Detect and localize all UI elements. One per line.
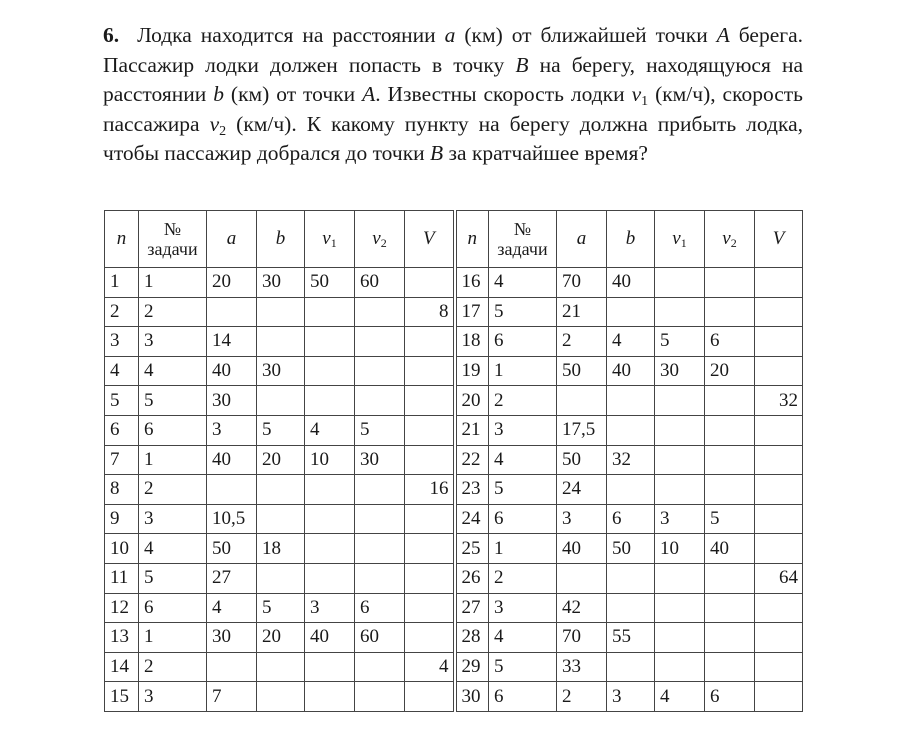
cell-v2 [705, 268, 755, 298]
point-a: A [716, 23, 730, 47]
table-header-row [105, 211, 803, 268]
problem-text: Лодка находится на расстоянии [137, 23, 445, 47]
cell-task: 6 [489, 504, 557, 534]
cell-a: 30 [207, 623, 257, 653]
cell-task: 4 [489, 623, 557, 653]
cell-v1 [655, 445, 705, 475]
cell-b: 20 [257, 623, 305, 653]
cell-a [557, 563, 607, 593]
cell-v1: 5 [655, 327, 705, 357]
cell-v2 [705, 652, 755, 682]
cell-V [405, 504, 455, 534]
cell-b [257, 504, 305, 534]
cell-v2: 5 [355, 415, 405, 445]
cell-V [405, 327, 455, 357]
cell-V [755, 475, 803, 505]
cell-v1 [655, 268, 705, 298]
cell-v2: 20 [705, 356, 755, 386]
cell-n: 1 [105, 268, 139, 298]
cell-v2 [705, 475, 755, 505]
cell-v1 [305, 386, 355, 416]
cell-v1 [655, 475, 705, 505]
cell-a: 7 [207, 682, 257, 712]
table-row [105, 386, 803, 416]
cell-n: 19 [455, 356, 489, 386]
problem-text: берега. Пассажир лодки должен попасть в точку [103, 23, 804, 77]
cell-n: 20 [455, 386, 489, 416]
cell-V [405, 415, 455, 445]
cell-v1: 30 [655, 356, 705, 386]
cell-V [755, 297, 803, 327]
cell-v2 [355, 297, 405, 327]
variants-table [104, 210, 803, 712]
cell-a: 70 [557, 268, 607, 298]
problem-text: на берегу, находящуюся на расстоянии [103, 52, 803, 106]
cell-task: 5 [489, 475, 557, 505]
cell-n: 4 [105, 356, 139, 386]
cell-task: 3 [139, 504, 207, 534]
cell-v2 [355, 504, 405, 534]
cell-task: 6 [489, 327, 557, 357]
cell-a [207, 297, 257, 327]
table-row [105, 682, 803, 712]
problem-text: (км/ч), скорость пассажира [103, 82, 803, 136]
cell-b [607, 297, 655, 327]
cell-v2: 30 [355, 445, 405, 475]
cell-task: 1 [489, 356, 557, 386]
cell-V [755, 623, 803, 653]
cell-v2: 60 [355, 623, 405, 653]
cell-n: 9 [105, 504, 139, 534]
cell-a: 3 [557, 504, 607, 534]
cell-V [405, 563, 455, 593]
table-row [105, 268, 803, 298]
cell-n: 8 [105, 475, 139, 505]
cell-task: 2 [139, 475, 207, 505]
cell-v2 [705, 563, 755, 593]
cell-a: 27 [207, 563, 257, 593]
cell-task: 3 [489, 593, 557, 623]
cell-task: 4 [139, 356, 207, 386]
header-task-no: № задачи [139, 211, 207, 268]
cell-v2 [355, 386, 405, 416]
cell-b [607, 386, 655, 416]
cell-v1: 50 [305, 268, 355, 298]
cell-v1 [305, 652, 355, 682]
var-b: b [213, 82, 224, 106]
cell-a: 17,5 [557, 415, 607, 445]
cell-a: 24 [557, 475, 607, 505]
cell-a: 3 [207, 415, 257, 445]
cell-v1 [305, 327, 355, 357]
cell-n: 22 [455, 445, 489, 475]
cell-b [257, 682, 305, 712]
var-v2: v [209, 111, 220, 136]
cell-v1 [305, 534, 355, 564]
cell-v2: 6 [705, 327, 755, 357]
cell-V [405, 593, 455, 623]
cell-task: 4 [139, 534, 207, 564]
cell-V [755, 682, 803, 712]
header-V: V [405, 211, 455, 268]
header-v2: $v_2$ [705, 211, 755, 268]
point-b: B [430, 141, 444, 165]
cell-task: 1 [139, 268, 207, 298]
cell-b: 50 [607, 534, 655, 564]
cell-task: 5 [139, 386, 207, 416]
cell-a: 40 [557, 534, 607, 564]
header-a: a [557, 211, 607, 268]
cell-task: 1 [139, 623, 207, 653]
cell-v1: 3 [655, 504, 705, 534]
table-row [105, 593, 803, 623]
cell-v1 [655, 415, 705, 445]
cell-a: 42 [557, 593, 607, 623]
cell-n: 18 [455, 327, 489, 357]
cell-n: 5 [105, 386, 139, 416]
cell-v2: 60 [355, 268, 405, 298]
cell-b: 3 [607, 682, 655, 712]
cell-a [557, 386, 607, 416]
cell-n: 7 [105, 445, 139, 475]
header-v1: $v_1$ [305, 211, 355, 268]
cell-v1 [305, 504, 355, 534]
var-v1-sub: 1 [641, 94, 649, 109]
cell-b: 4 [607, 327, 655, 357]
cell-b: 18 [257, 534, 305, 564]
cell-n: 23 [455, 475, 489, 505]
table-row [105, 623, 803, 653]
cell-v2 [705, 445, 755, 475]
cell-n: 3 [105, 327, 139, 357]
cell-v2 [355, 682, 405, 712]
cell-n: 14 [105, 652, 139, 682]
cell-a [207, 475, 257, 505]
cell-V: 16 [405, 475, 455, 505]
cell-task: 2 [489, 563, 557, 593]
cell-task: 2 [139, 297, 207, 327]
header-task-no: № задачи [489, 211, 557, 268]
cell-n: 13 [105, 623, 139, 653]
cell-task: 2 [489, 386, 557, 416]
cell-v1 [305, 356, 355, 386]
cell-b [257, 563, 305, 593]
table-row [105, 475, 803, 505]
cell-b: 32 [607, 445, 655, 475]
cell-n: 2 [105, 297, 139, 327]
cell-a: 33 [557, 652, 607, 682]
cell-v2: 40 [705, 534, 755, 564]
cell-b: 55 [607, 623, 655, 653]
cell-v2 [705, 415, 755, 445]
problem-statement [103, 21, 803, 169]
header-n: n [455, 211, 489, 268]
point-a: A [362, 82, 376, 106]
cell-task: 3 [139, 327, 207, 357]
cell-V [405, 623, 455, 653]
cell-v1: 10 [305, 445, 355, 475]
cell-b [257, 652, 305, 682]
cell-V [755, 268, 803, 298]
cell-b [257, 386, 305, 416]
cell-n: 28 [455, 623, 489, 653]
cell-a: 2 [557, 682, 607, 712]
cell-a: 50 [557, 356, 607, 386]
header-v1: $v_1$ [655, 211, 705, 268]
cell-b [607, 593, 655, 623]
cell-n: 16 [455, 268, 489, 298]
cell-b: 40 [607, 356, 655, 386]
cell-a: 2 [557, 327, 607, 357]
cell-v2 [705, 297, 755, 327]
cell-a: 4 [207, 593, 257, 623]
cell-v2 [355, 327, 405, 357]
cell-task: 3 [139, 682, 207, 712]
cell-n: 21 [455, 415, 489, 445]
var-v1: v [631, 82, 642, 106]
cell-V: 64 [755, 563, 803, 593]
cell-v2 [355, 356, 405, 386]
cell-task: 6 [139, 415, 207, 445]
cell-V [405, 445, 455, 475]
cell-a: 40 [207, 445, 257, 475]
cell-a: 70 [557, 623, 607, 653]
cell-b [607, 475, 655, 505]
cell-n: 11 [105, 563, 139, 593]
problem-text: (км) от ближайшей точки [455, 23, 717, 47]
cell-V [405, 386, 455, 416]
table-row [105, 327, 803, 357]
cell-V [755, 327, 803, 357]
cell-V [755, 415, 803, 445]
cell-task: 5 [489, 652, 557, 682]
cell-a: 40 [207, 356, 257, 386]
cell-task: 6 [489, 682, 557, 712]
table-row [105, 504, 803, 534]
cell-V [405, 356, 455, 386]
cell-a [207, 652, 257, 682]
table-row [105, 445, 803, 475]
cell-task: 2 [139, 652, 207, 682]
problem-text: за кратчайшее время? [443, 141, 648, 165]
header-n: n [105, 211, 139, 268]
table-row [105, 356, 803, 386]
cell-v2 [355, 534, 405, 564]
point-b: B [515, 52, 529, 77]
table-row [105, 652, 803, 682]
cell-v1 [655, 563, 705, 593]
cell-v1 [655, 386, 705, 416]
cell-b: 5 [257, 593, 305, 623]
table-row [105, 563, 803, 593]
cell-V [405, 682, 455, 712]
cell-V: 32 [755, 386, 803, 416]
header-b: b [607, 211, 655, 268]
cell-a: 10,5 [207, 504, 257, 534]
cell-v1: 10 [655, 534, 705, 564]
cell-V [755, 593, 803, 623]
cell-task: 1 [489, 534, 557, 564]
cell-n: 26 [455, 563, 489, 593]
cell-b: 5 [257, 415, 305, 445]
cell-v2 [705, 593, 755, 623]
cell-v2: 5 [705, 504, 755, 534]
cell-b [257, 297, 305, 327]
header-b: b [257, 211, 305, 268]
var-v2-sub: 2 [219, 123, 227, 139]
problem-number: 6. [103, 23, 120, 47]
cell-a: 14 [207, 327, 257, 357]
cell-task: 5 [489, 297, 557, 327]
cell-a: 50 [557, 445, 607, 475]
table-row [105, 297, 803, 327]
cell-v1 [305, 682, 355, 712]
cell-V: 8 [405, 297, 455, 327]
cell-n: 24 [455, 504, 489, 534]
cell-v1 [305, 563, 355, 593]
cell-V [755, 534, 803, 564]
cell-v1: 40 [305, 623, 355, 653]
problem-text: . Известны скорость лодки [375, 82, 632, 106]
cell-n: 10 [105, 534, 139, 564]
cell-v2 [355, 652, 405, 682]
cell-b: 40 [607, 268, 655, 298]
cell-v1: 4 [655, 682, 705, 712]
cell-V [755, 652, 803, 682]
cell-b [607, 563, 655, 593]
cell-v1 [655, 593, 705, 623]
cell-v1: 3 [305, 593, 355, 623]
table-row [105, 534, 803, 564]
cell-v1 [305, 297, 355, 327]
problem-text: (км) от точки [223, 82, 363, 106]
cell-V [755, 445, 803, 475]
cell-v1: 4 [305, 415, 355, 445]
cell-V [755, 356, 803, 386]
cell-b: 6 [607, 504, 655, 534]
cell-v1 [655, 652, 705, 682]
cell-v1 [305, 475, 355, 505]
problem-text: (км/ч). К какому пункту на берегу должна прибыть лодка, чтобы пассажир добрался до точки [103, 111, 803, 165]
cell-v1 [655, 297, 705, 327]
cell-b [607, 652, 655, 682]
cell-n: 30 [455, 682, 489, 712]
cell-n: 12 [105, 593, 139, 623]
cell-task: 4 [489, 445, 557, 475]
cell-a: 50 [207, 534, 257, 564]
cell-b: 30 [257, 268, 305, 298]
cell-n: 25 [455, 534, 489, 564]
header-a: a [207, 211, 257, 268]
cell-task: 4 [489, 268, 557, 298]
cell-a: 20 [207, 268, 257, 298]
cell-task: 5 [139, 563, 207, 593]
cell-b [607, 415, 655, 445]
cell-task: 6 [139, 593, 207, 623]
cell-v2 [705, 386, 755, 416]
cell-task: 3 [489, 415, 557, 445]
cell-v2 [355, 563, 405, 593]
cell-b: 20 [257, 445, 305, 475]
cell-v1 [655, 623, 705, 653]
table-row [105, 415, 803, 445]
cell-b [257, 327, 305, 357]
cell-b [257, 475, 305, 505]
cell-n: 6 [105, 415, 139, 445]
cell-a: 21 [557, 297, 607, 327]
cell-n: 17 [455, 297, 489, 327]
cell-task: 1 [139, 445, 207, 475]
cell-a: 30 [207, 386, 257, 416]
var-a: a [444, 23, 456, 47]
cell-n: 27 [455, 593, 489, 623]
cell-b: 30 [257, 356, 305, 386]
cell-V [405, 534, 455, 564]
cell-V [755, 504, 803, 534]
cell-v2 [705, 623, 755, 653]
header-v2: $v_2$ [355, 211, 405, 268]
cell-n: 15 [105, 682, 139, 712]
cell-v2 [355, 475, 405, 505]
cell-v2: 6 [355, 593, 405, 623]
header-V: V [755, 211, 803, 268]
cell-V [405, 268, 455, 298]
cell-V: 4 [405, 652, 455, 682]
cell-v2: 6 [705, 682, 755, 712]
cell-n: 29 [455, 652, 489, 682]
